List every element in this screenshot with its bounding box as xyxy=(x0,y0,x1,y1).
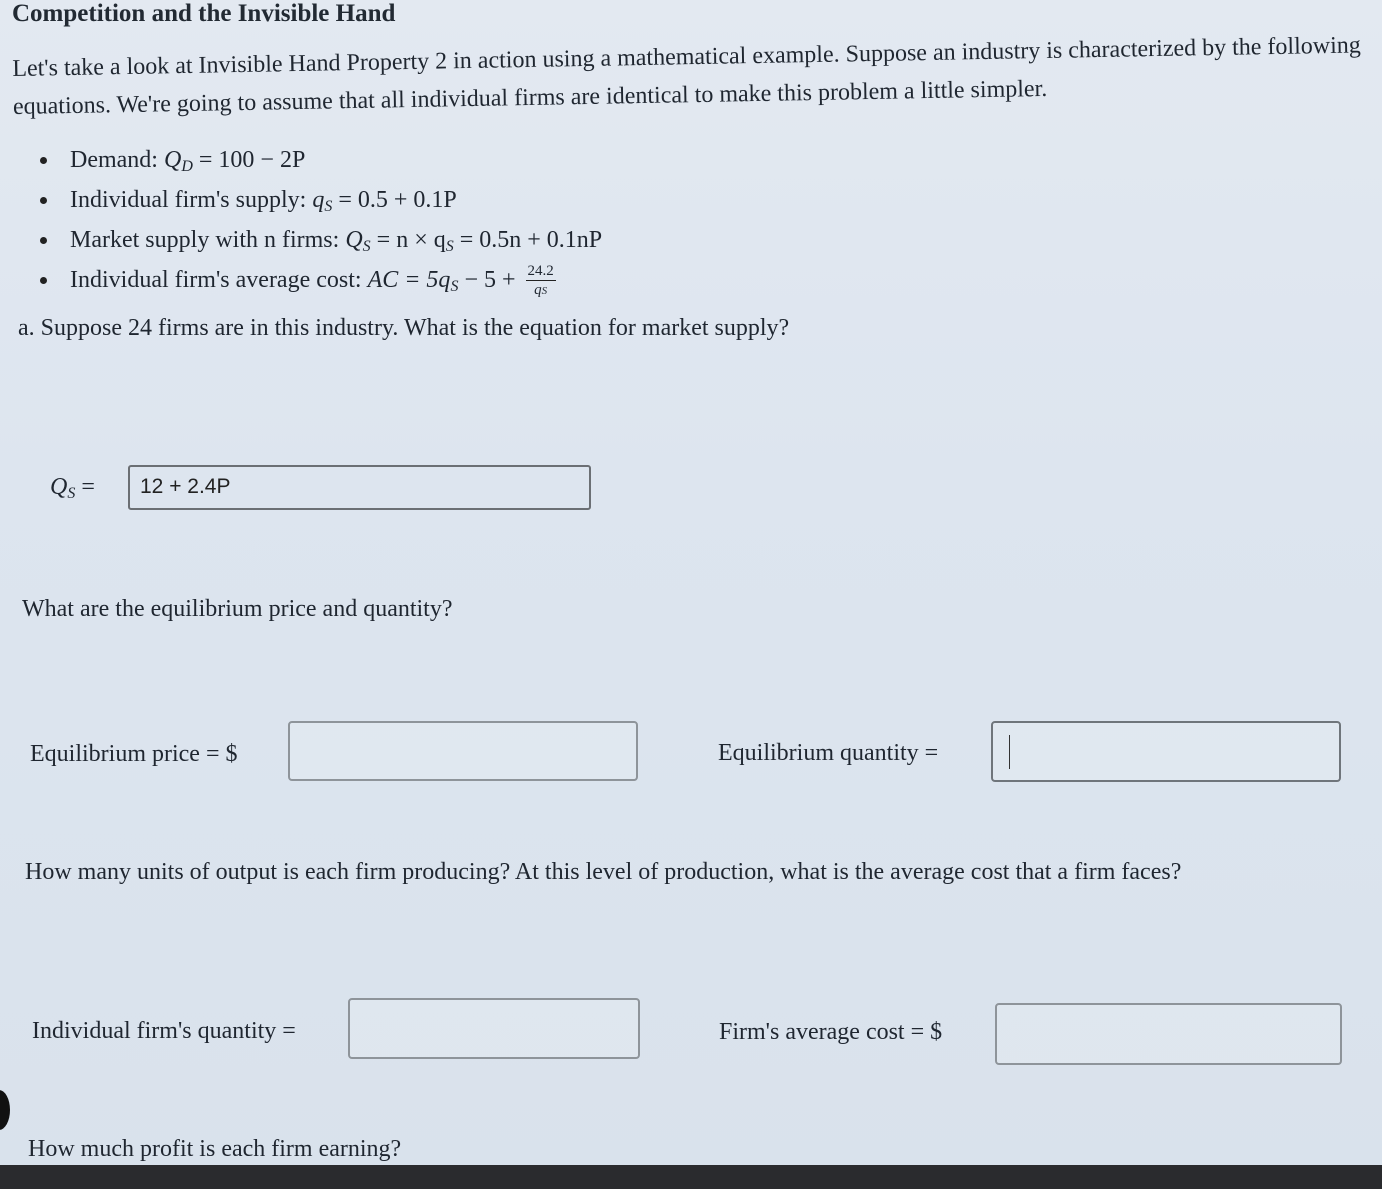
market-supply-label: $Q_S$ = xyxy=(50,474,95,502)
bullet-icon xyxy=(40,157,47,164)
equilibrium-price-label: Equilibrium price = $ xyxy=(30,741,238,767)
equilibrium-quantity-label: Equilibrium quantity = xyxy=(718,740,939,766)
text-cursor xyxy=(1009,735,1010,769)
question-equilibrium: What are the equilibrium price and quantity? xyxy=(22,596,453,622)
average-cost-equation: Individual firm's average cost: AC = $5q_S - 5$ + $\frac{24.2}{qS}$ xyxy=(10,260,910,300)
fraction: $\frac{24.2}{qS}$ xyxy=(527,263,554,299)
market-supply-input[interactable]: 12 + 2.4P xyxy=(128,465,591,510)
bullet-icon xyxy=(40,197,47,204)
market-supply-equation: Market supply with n firms: $Q_S = n \times q_S = 0.5n + 0.1nP$ xyxy=(10,220,910,260)
bullet-icon xyxy=(40,277,47,284)
equilibrium-price-input[interactable] xyxy=(288,721,638,781)
firm-supply-equation: Individual firm's supply: $q_S = 0.5 + 0.1P$ xyxy=(10,180,910,220)
average-cost-input[interactable] xyxy=(995,1003,1342,1065)
equation-list xyxy=(10,140,910,300)
question-a: a. Suppose 24 firms are in this industry. What is the equation for market supply? xyxy=(18,315,790,341)
screen-bezel xyxy=(0,1165,1382,1189)
equilibrium-quantity-input[interactable] xyxy=(991,721,1341,782)
page-title: Competition and the Invisible Hand xyxy=(12,0,396,27)
intro-paragraph: Let's take a look at Invisible Hand Property 2 in action using a mathematical example. Suppose an industry is characterized by the following equations. We're going to assume that all individual firms are identical to make this problem a little simpler. xyxy=(12,32,1361,120)
average-cost-label: Firm's average cost = $ xyxy=(719,1019,943,1045)
question-profit: How much profit is each firm earning? xyxy=(28,1136,402,1162)
screen-edge-shadow xyxy=(0,1090,10,1130)
question-output: How many units of output is each firm producing? At this level of production, what is the average cost that a firm faces? xyxy=(25,859,1182,885)
firm-quantity-label: Individual firm's quantity = xyxy=(32,1018,296,1044)
demand-equation: Demand: $Q_D = 100 - 2P$ xyxy=(10,140,910,180)
firm-quantity-input[interactable] xyxy=(348,998,640,1059)
bullet-icon xyxy=(40,237,47,244)
